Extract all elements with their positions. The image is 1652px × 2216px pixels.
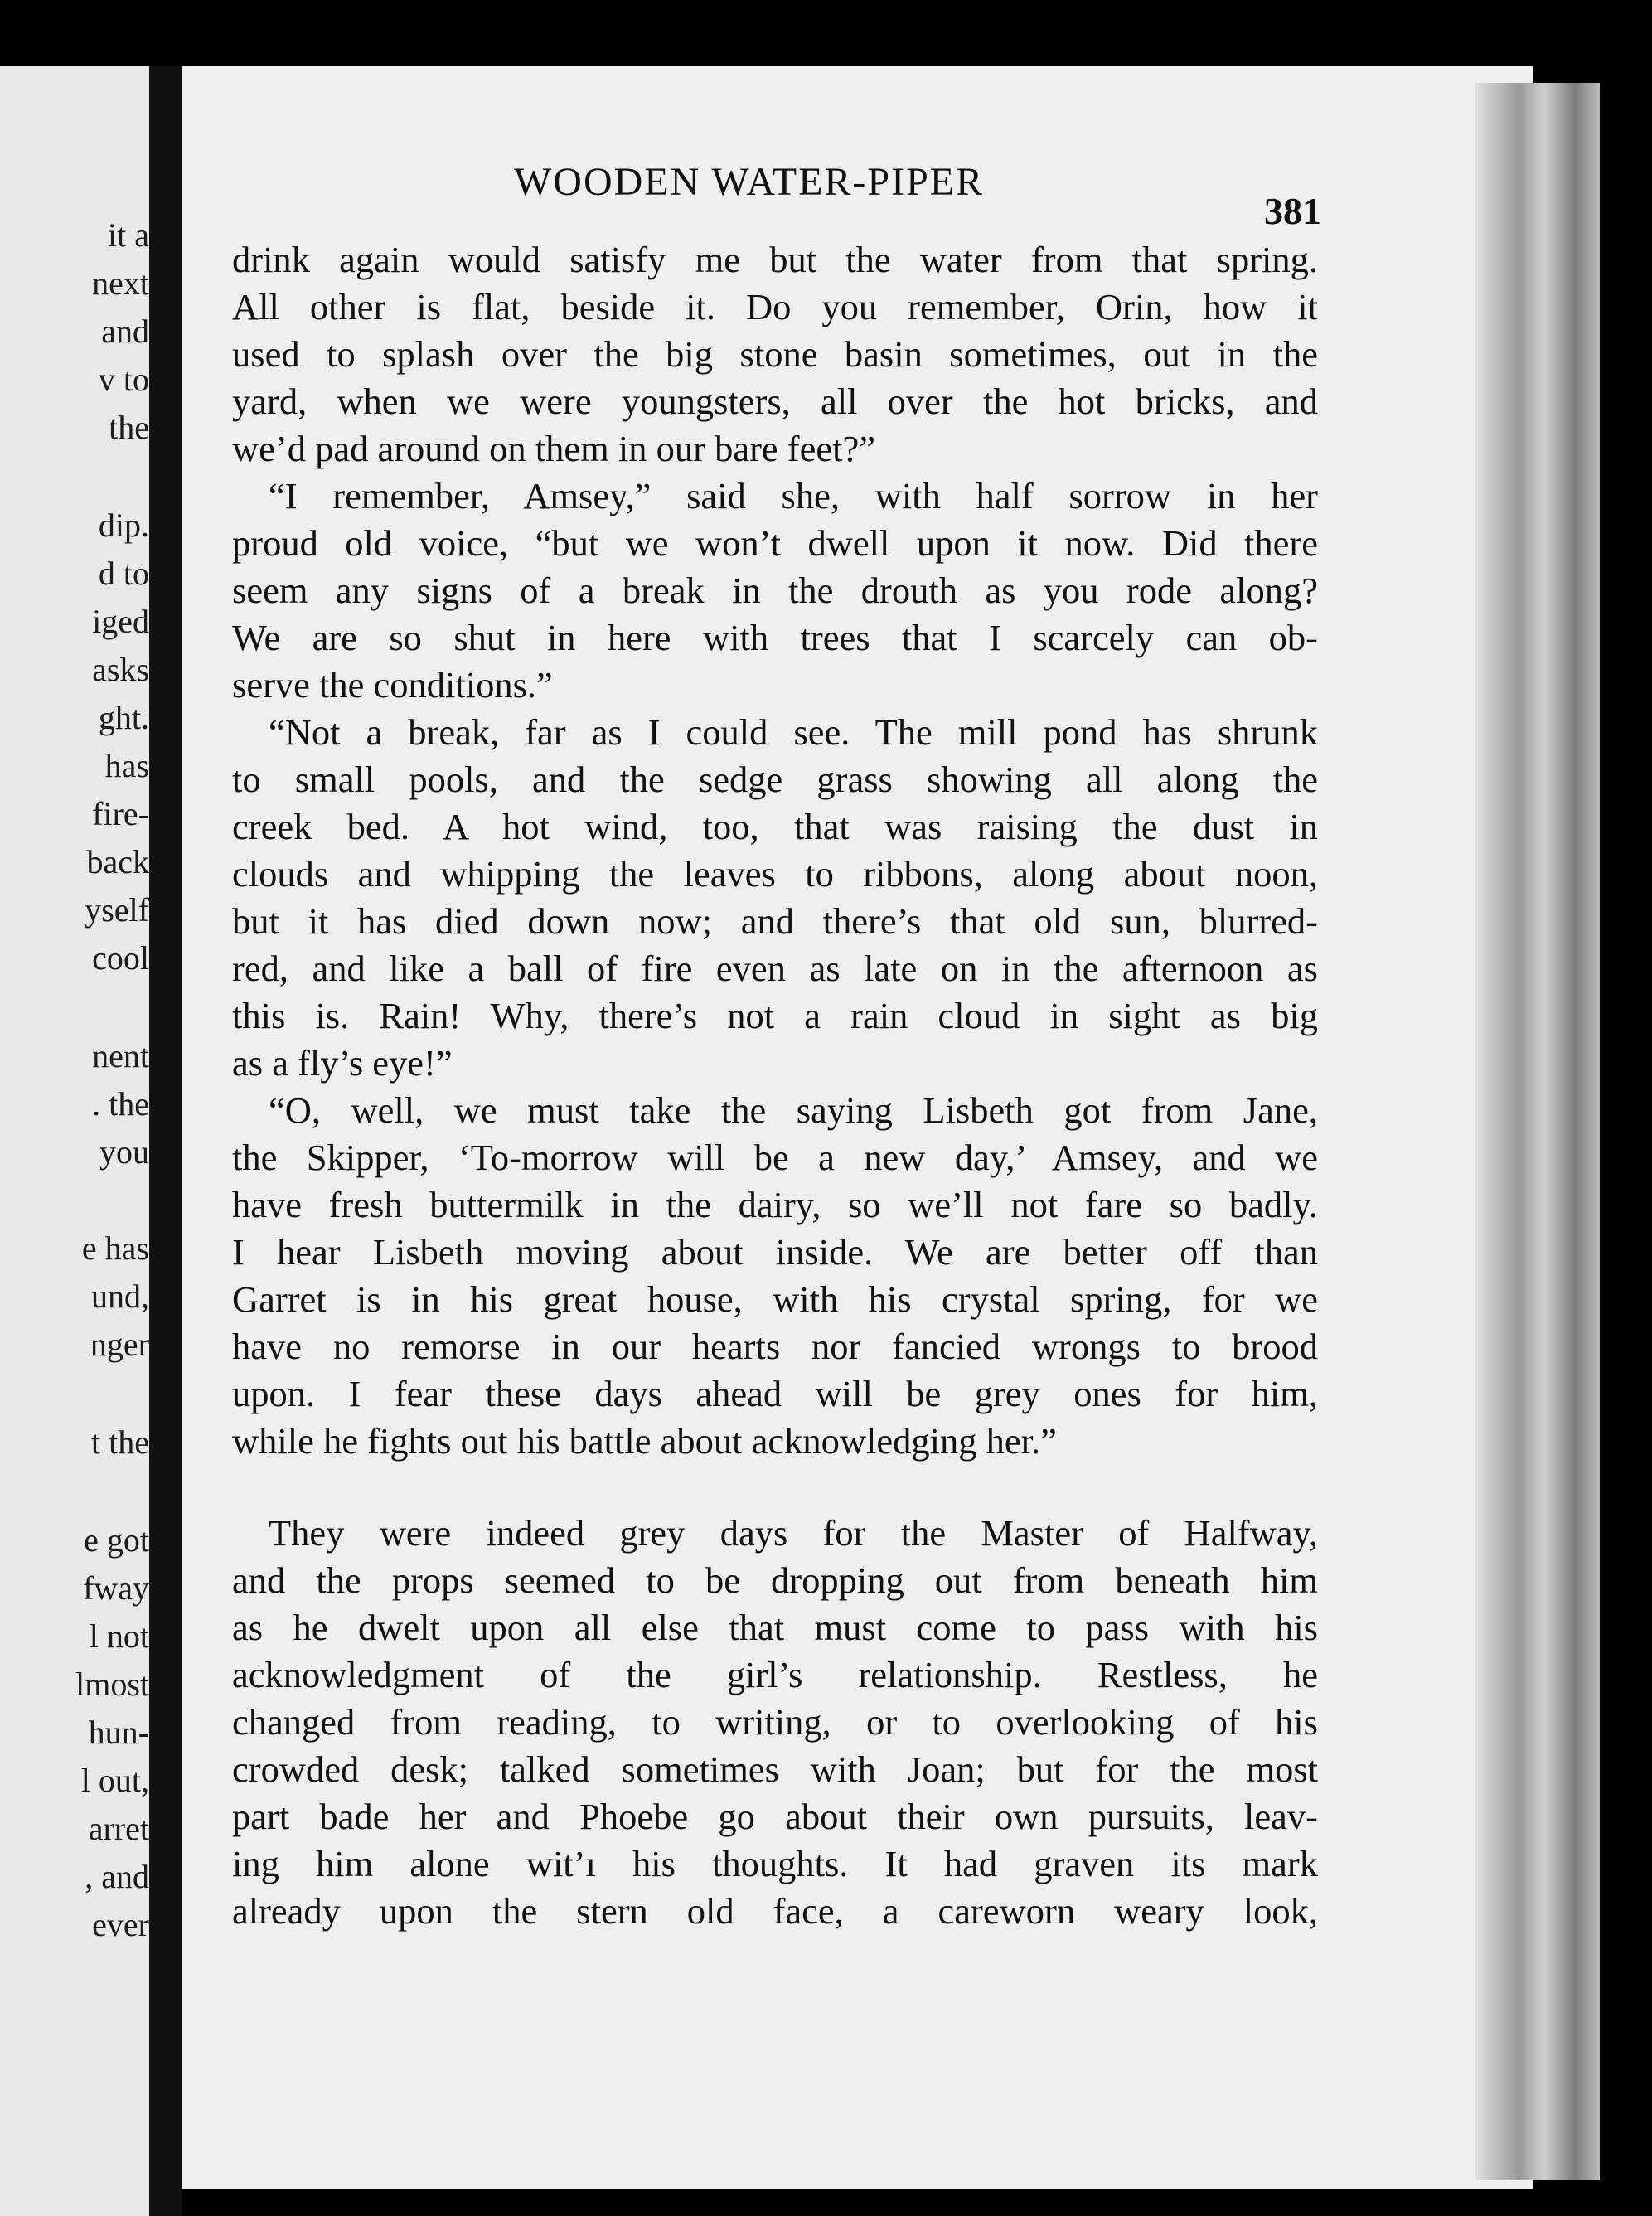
text-line: yard, when we were youngsters, all over the hot bricks, and [232,381,1318,422]
left-page-fragment: lmost [75,1666,149,1703]
text-line: acknowledgment of the girl’s relationship. Restless, he [232,1654,1318,1695]
left-page-fragment: next [92,264,149,302]
left-page-fragment: you [99,1133,149,1171]
left-page-fragment: und, [91,1278,149,1315]
left-page-fragment: nger [90,1326,149,1363]
left-page-fragment: d to [98,555,149,592]
text-line: and the props seemed to be dropping out from beneath him [232,1559,1318,1601]
text-line: the Skipper, ‘To-morrow will be a new day,’ Amsey, and we [232,1137,1318,1178]
text-line: we’d pad around on them in our bare feet?” [232,428,875,469]
left-page-fragment: has [104,747,149,784]
text-line: serve the conditions.” [232,664,553,706]
text-line: already upon the stern old face, a careworn weary look, [232,1890,1318,1932]
text-line: They were indeed grey days for the Master of Halfway, [269,1512,1318,1554]
text-line: upon. I fear these days ahead will be grey ones for him, [232,1373,1318,1414]
left-page-fragment: fway [83,1569,149,1607]
left-page-fragment: nent [92,1037,149,1074]
left-page-fragment: fire- [92,795,149,832]
text-line: used to splash over the big stone basin sometimes, out in the [232,333,1318,375]
page-edges [1475,83,1600,2180]
left-page-fragment: v to [98,361,149,398]
left-facing-page [0,66,149,2216]
section-break [232,1465,1318,1510]
left-page-fragment: and [101,313,149,350]
text-line: All other is flat, beside it. Do you remember, Orin, how it [232,286,1318,327]
left-page-fragment: the [109,409,149,446]
left-page-fragment: e got [84,1521,149,1559]
text-line: red, and like a ball of fire even as late on in the afternoon as [232,948,1318,989]
text-line: Garret is in his great house, with his crystal spring, for we [232,1278,1318,1320]
text-line: changed from reading, to writing, or to overlooking of his [232,1701,1318,1743]
text-line: “O, well, we must take the saying Lisbeth got from Jane, [269,1089,1318,1131]
text-line: “I remember, Amsey,” said she, with half sorrow in her [269,475,1318,516]
text-line: proud old voice, “but we won’t dwell upon it now. Did there [232,522,1318,564]
left-page-fragment: . the [92,1085,149,1123]
left-page-fragment: l out, [80,1762,149,1799]
left-page-fragment: asks [92,651,149,688]
left-page-fragment: cool [92,939,149,977]
left-page-fragment: dip. [98,507,149,544]
text-line: have fresh buttermilk in the dairy, so we’ll not fare so badly. [232,1184,1318,1225]
body-text [232,236,1318,1935]
text-line: drink again would satisfy me but the water from that spring. [232,239,1318,280]
text-line: to small pools, and the sedge grass showing all along the [232,759,1318,800]
text-line: as a fly’s eye!” [232,1042,453,1084]
text-line: ing him alone wit’ı his thoughts. It had graven its mark [232,1843,1318,1884]
left-page-fragment: e has [81,1229,149,1267]
text-line: clouds and whipping the leaves to ribbons, along about noon, [232,853,1318,895]
left-page-fragment: ever [92,1906,149,1943]
text-line: seem any signs of a break in the drouth as you rode along? [232,570,1318,611]
left-page-fragment: l not [89,1617,149,1655]
text-line: have no remorse in our hearts nor fancied wrongs to brood [232,1326,1318,1367]
text-line: We are so shut in here with trees that I scarcely can ob- [232,617,1318,658]
left-page-fragment: iged [92,603,149,640]
text-line: while he fights out his battle about acknowledging her.” [232,1420,1057,1462]
book-gutter [149,66,182,2216]
right-page [182,66,1533,2189]
text-line: as he dwelt upon all else that must come to pass with his [232,1607,1318,1648]
text-line: creek bed. A hot wind, too, that was raising the dust in [232,806,1318,847]
left-page-fragment: arret [88,1810,149,1847]
text-line: part bade her and Phoebe go about their own pursuits, leav- [232,1796,1318,1837]
text-line: but it has died down now; and there’s that old sun, blurred- [232,900,1318,942]
left-page-fragment: yself [85,891,149,929]
left-page-fragment: , and [85,1858,149,1895]
left-page-fragment: back [86,843,149,880]
left-page-fragment: ght. [98,699,149,736]
left-page-fragment: hun- [88,1714,149,1751]
page-number: 381 [1264,190,1321,232]
text-line: this is. Rain! Why, there’s not a rain cloud in sight as big [232,995,1318,1036]
text-line: I hear Lisbeth moving about inside. We are better off than [232,1231,1318,1273]
running-head: WOODEN WATER-PIPER [514,160,985,204]
left-page-fragment: t the [91,1423,149,1461]
left-page-fragment: it a [108,216,149,254]
text-line: “Not a break, far as I could see. The mill pond has shrunk [269,711,1318,753]
text-line: crowded desk; talked sometimes with Joan; but for the most [232,1748,1318,1790]
